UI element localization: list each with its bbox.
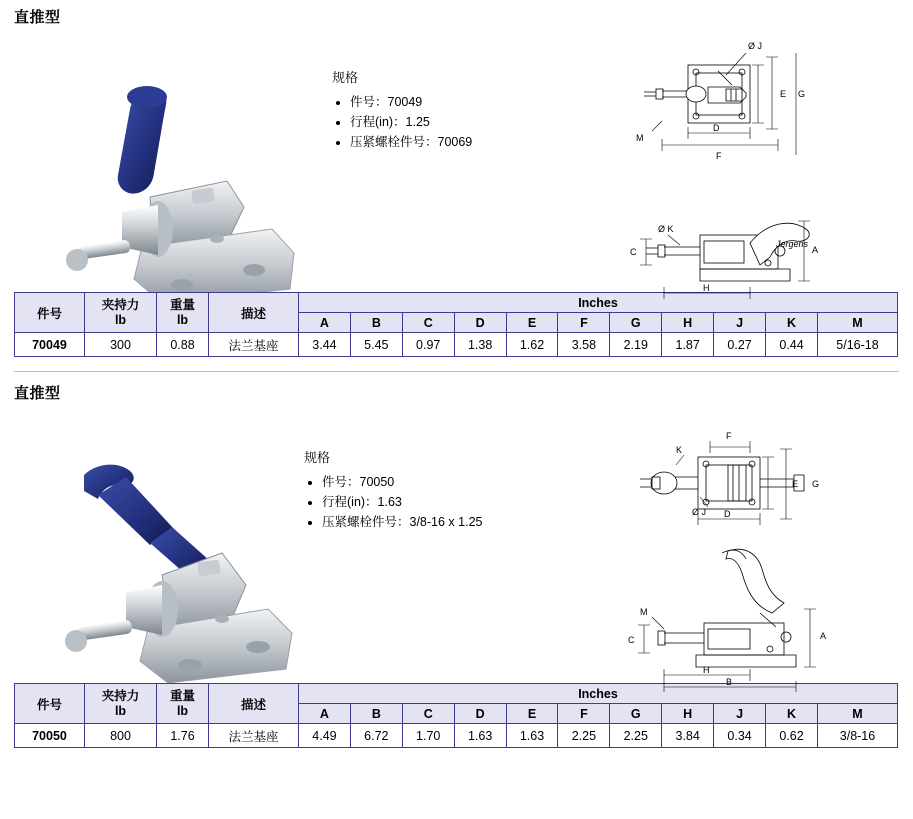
product-section-1 <box>0 6 913 357</box>
drawing-label-h: H <box>703 283 710 293</box>
th-dim-b: B <box>350 313 402 333</box>
cell-weight: 1.76 <box>157 724 209 748</box>
drawing-label-c: C <box>630 247 637 257</box>
cell-weight: 0.88 <box>157 333 209 357</box>
th-part-no: 件号 <box>15 293 85 333</box>
cell-dim-e: 1.62 <box>506 333 558 357</box>
drawing-label-e: E <box>792 479 799 489</box>
th-part-no: 件号 <box>15 684 85 724</box>
cell-dim-k: 0.62 <box>766 724 818 748</box>
spec-table-70050 <box>14 683 898 748</box>
th-dim-b: B <box>350 704 402 724</box>
table-row <box>15 333 898 357</box>
th-dim-f: F <box>558 313 610 333</box>
th-weight: 重量 lb <box>157 684 209 724</box>
spec-item: • 件号：70050 <box>322 472 584 492</box>
drawing-label-d: D <box>713 123 720 133</box>
th-dim-j: J <box>714 313 766 333</box>
th-dim-g: G <box>610 704 662 724</box>
th-group-inches: Inches <box>299 293 898 313</box>
cell-part-no: 70050 <box>15 724 85 748</box>
cell-dim-h: 3.84 <box>662 724 714 748</box>
drawing-label-h: H <box>703 665 710 675</box>
drawing-label-a: A <box>812 245 819 255</box>
cell-dim-f: 2.25 <box>558 724 610 748</box>
spec-heading: 规格 <box>304 450 331 465</box>
cell-dim-m: 3/8-16 <box>818 724 898 748</box>
th-dim-c: C <box>402 313 454 333</box>
brand-mark: Jergens <box>776 239 809 249</box>
spec-block-1 <box>332 67 582 152</box>
section-title: 直推型 <box>14 9 61 26</box>
engineering-drawing-70049 <box>600 35 900 300</box>
th-dim-d: D <box>454 704 506 724</box>
th-desc: 描述 <box>209 293 299 333</box>
cell-desc: 法兰基座 <box>209 724 299 748</box>
th-dim-h: H <box>662 313 714 333</box>
section-body <box>0 403 913 687</box>
cell-dim-g: 2.19 <box>610 333 662 357</box>
spec-item: • 行程(in)：1.25 <box>350 112 582 132</box>
drawing-label-m: M <box>640 607 648 617</box>
th-dim-m: M <box>818 704 898 724</box>
spec-heading: 规格 <box>332 70 359 85</box>
cell-dim-d: 1.38 <box>454 333 506 357</box>
spec-table-wrap-1 <box>0 292 913 357</box>
cell-part-no: 70049 <box>15 333 85 357</box>
th-dim-c: C <box>402 704 454 724</box>
cell-dim-c: 0.97 <box>402 333 454 357</box>
spec-list <box>304 472 584 532</box>
drawing-label-dia-j: Ø J <box>692 507 707 517</box>
th-dim-e: E <box>506 704 558 724</box>
cell-dim-g: 2.25 <box>610 724 662 748</box>
cell-desc: 法兰基座 <box>209 333 299 357</box>
table-row <box>15 724 898 748</box>
drawing-label-dia-j: Ø J <box>748 41 763 51</box>
th-weight: 重量 lb <box>157 293 209 333</box>
cell-dim-c: 1.70 <box>402 724 454 748</box>
cell-dim-k: 0.44 <box>766 333 818 357</box>
th-dim-k: K <box>766 313 818 333</box>
product-photo-70050 <box>22 433 312 683</box>
drawing-label-m: M <box>636 133 644 143</box>
th-dim-d: D <box>454 313 506 333</box>
th-desc: 描述 <box>209 684 299 724</box>
drawing-label-e: E <box>780 89 787 99</box>
spec-list <box>332 92 582 152</box>
th-dim-m: M <box>818 313 898 333</box>
cell-dim-h: 1.87 <box>662 333 714 357</box>
th-dim-a: A <box>299 313 351 333</box>
th-dim-g: G <box>610 313 662 333</box>
product-photo-70049 <box>22 57 312 292</box>
spec-table-70049 <box>14 292 898 357</box>
cell-dim-a: 3.44 <box>299 333 351 357</box>
cell-dim-j: 0.34 <box>714 724 766 748</box>
drawing-label-f: F <box>726 431 732 441</box>
cell-dim-b: 5.45 <box>350 333 402 357</box>
cell-dim-f: 3.58 <box>558 333 610 357</box>
section-divider <box>14 371 899 372</box>
drawing-label-a: A <box>820 631 827 641</box>
cell-force: 800 <box>85 724 157 748</box>
th-force: 夹持力 lb <box>85 293 157 333</box>
th-force: 夹持力 lb <box>85 684 157 724</box>
cell-force: 300 <box>85 333 157 357</box>
spec-block-2 <box>304 447 584 532</box>
cell-dim-d: 1.63 <box>454 724 506 748</box>
spec-item: • 件号：70049 <box>350 92 582 112</box>
th-dim-h: H <box>662 704 714 724</box>
engineering-drawing-70050 <box>600 427 900 692</box>
spec-table-wrap-2 <box>0 683 913 748</box>
cell-dim-m: 5/16-18 <box>818 333 898 357</box>
spec-item: • 压紧螺栓件号：3/8-16 x 1.25 <box>322 512 584 532</box>
th-dim-f: F <box>558 704 610 724</box>
section-title: 直推型 <box>14 385 61 402</box>
drawing-label-f: F <box>716 151 722 161</box>
th-dim-j: J <box>714 704 766 724</box>
drawing-label-d: D <box>724 509 731 519</box>
drawing-label-b: B <box>726 677 733 687</box>
drawing-label-g: G <box>812 479 820 489</box>
drawing-label-k: K <box>676 445 683 455</box>
th-dim-a: A <box>299 704 351 724</box>
drawing-label-g: G <box>798 89 806 99</box>
cell-dim-b: 6.72 <box>350 724 402 748</box>
cell-dim-a: 4.49 <box>299 724 351 748</box>
section-body <box>0 27 913 293</box>
cell-dim-e: 1.63 <box>506 724 558 748</box>
spec-item: • 压紧螺栓件号：70069 <box>350 132 582 152</box>
th-dim-k: K <box>766 704 818 724</box>
cell-dim-j: 0.27 <box>714 333 766 357</box>
spec-item: • 行程(in)：1.63 <box>322 492 584 512</box>
drawing-label-c: C <box>628 635 635 645</box>
th-group-inches: Inches <box>299 684 898 704</box>
drawing-label-dia-k: Ø K <box>658 224 674 234</box>
th-dim-e: E <box>506 313 558 333</box>
product-section-2 <box>0 382 913 748</box>
